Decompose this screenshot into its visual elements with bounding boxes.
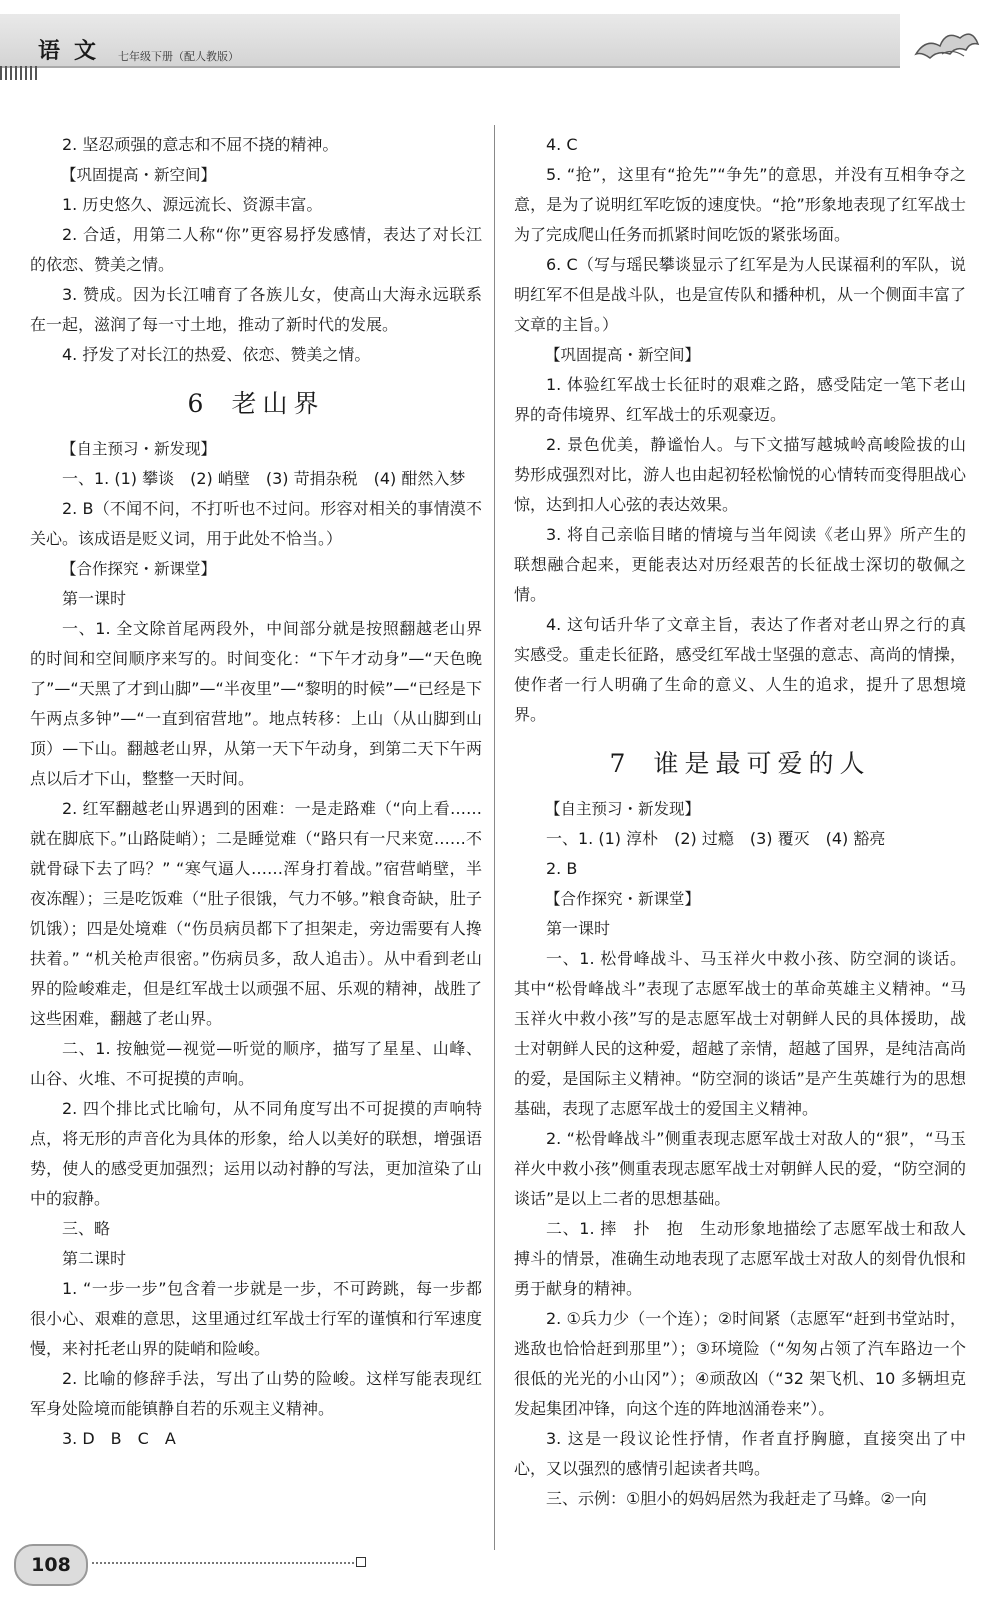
answer-text: 2. “松骨峰战斗”侧重表现志愿军战士对敌人的“狠”，“马玉祥火中救小孩”侧重表现志愿军战士对朝鲜人民的爱，“防空洞的谈话”是以上二者的思想基础。: [514, 1129, 966, 1208]
answer-text: 一、1. (1) 攀谈 (2) 峭壁 (3) 苛捐杂税 (4) 酣然入梦: [62, 469, 466, 488]
answer-text: 2. 四个排比式比喻句，从不同角度写出不可捉摸的声响特点，将无形的声音化为具体的形象，给人以美好的联想，增强语势，使人的感受更加强烈；运用以动衬静的写法，更加渲染了山中的寂静。: [30, 1099, 482, 1208]
lesson-6-heading: [30, 384, 482, 424]
lesson-period: 第一课时: [546, 919, 611, 938]
answer-text: 一、1. (1) 淳朴 (2) 过瘾 (3) 覆灭 (4) 豁亮: [546, 829, 886, 848]
answer-text: 2. B（不闻不问，不打听也不过问。形容对相关的事情漠不关心。该成语是贬义词，用于此处不恰当。）: [30, 499, 482, 548]
section-label: 【合作探究・新课堂】: [61, 560, 217, 578]
answer-text: 4. 抒发了对长江的热爱、依恋、赞美之情。: [62, 345, 371, 364]
answer-text: 2. 红军翻越老山界遇到的困难：一是走路难（“向上看……就在脚底下。”山路陡峭）；二是睡觉难（“路只有一尺来宽……不就骨碌下去了吗？” “寒气逼人……浑身打着战。”宿营峭壁，半夜冻醒）；三是吃饭难（“肚子很饿，气力不够。”粮食奇缺，肚子饥饿）；四是处境难（“伤员病员都下了担架走，旁边需要有人搀扶着。” “机关枪声很密。”伤病员多，敌人追击）。从中看到老山界的险峻难走，但是红军战士以顽强不屈、乐观的精神，战胜了这些困难，翻越了老山界。: [30, 799, 482, 1028]
answer-text: 1. 历史悠久、源远流长、资源丰富。: [62, 195, 323, 214]
answer-text: 1. “一步一步”包含着一步就是一步，不可跨跳，每一步都很小心、艰难的意思，这里通过红军战士行军的谨慎和行军速度慢，来衬托老山界的陡峭和险峻。: [30, 1279, 482, 1358]
section-label: 【巩固提高・新空间】: [545, 346, 701, 364]
section-label: 【合作探究・新课堂】: [545, 890, 701, 908]
answer-text: 二、1. 摔 扑 抱 生动形象地描绘了志愿军战士和敌人搏斗的情景，准确生动地表现了志愿军战士对敌人的刻骨仇恨和勇于献身的精神。: [514, 1219, 966, 1298]
answer-text: 二、1. 按触觉—视觉—听觉的顺序，描写了星星、山峰、山谷、火堆、不可捉摸的声响。: [30, 1039, 482, 1088]
lesson-number: 6: [187, 389, 210, 418]
answer-text: 3. 将自己亲临目睹的情境与当年阅读《老山界》所产生的联想融合起来，更能表达对历经艰苦的长征战士深切的敬佩之情。: [514, 525, 966, 604]
lesson-period: 第二课时: [62, 1249, 127, 1268]
lesson-title: 谁是最可爱的人: [653, 749, 871, 778]
answer-text: 三、示例：①胆小的妈妈居然为我赶走了马蜂。②一向: [546, 1489, 927, 1508]
answer-text: 一、1. 全文除首尾两段外，中间部分就是按照翻越老山界的时间和空间顺序来写的。时间变化：“下午才动身”—“天色晚了”—“天黑了才到山脚”—“半夜里”—“黎明的时候”—“已经是下午两点多钟”—“一直到宿营地”。地点转移：上山（从山脚到山顶）—下山。翻越老山界，从第一天下午动身，到第二天下午两点以后才下山，整整一天时间。: [30, 619, 482, 788]
answer-text: 6. C（写与瑶民攀谈显示了红军是为人民谋福利的军队，说明红军不但是战斗队，也是宣传队和播种机，从一个侧面丰富了文章的主旨。）: [514, 255, 966, 334]
lesson-title: 老山界: [231, 389, 325, 418]
answer-text: 2. 合适，用第二人称“你”更容易抒发感情，表达了对长江的依恋、赞美之情。: [30, 225, 482, 274]
answer-text: 4. 这句话升华了文章主旨，表达了作者对老山界之行的真实感受。重走长征路，感受红军战士坚强的意志、高尚的情操，使作者一行人明确了生命的意义、人生的追求，提升了思想境界。: [514, 615, 966, 724]
column-divider: [494, 125, 495, 1550]
lesson-7-heading: [514, 744, 966, 784]
answer-text: 4. C: [546, 135, 578, 154]
section-label: 【自主预习・新发现】: [545, 800, 701, 818]
answer-text: 2. ①兵力少（一个连）；②时间紧（志愿军“赶到书堂站时，逃敌也恰恰赶到那里”）；③环境险（“匆匆占领了汽车路边一个很低的光光的小山冈”）；④顽敌凶（“32 架飞机、10 多辆坦克发起集团冲锋，向这个连的阵地汹涌卷来”）。: [514, 1309, 966, 1418]
answer-text: 三、略: [62, 1219, 111, 1238]
subject-title: 语文: [38, 38, 111, 64]
right-column: [514, 130, 966, 1514]
answer-text: 2. 景色优美，静谧怡人。与下文描写越城岭高峻险拔的山势形成强烈对比，游人也由起初轻松愉悦的心情转而变得胆战心惊，达到扣人心弦的表达效果。: [514, 435, 966, 514]
answer-text: 3. 这是一段议论性抒情，作者直抒胸臆，直接突出了中心，又以强烈的感情引起读者共鸣。: [514, 1429, 966, 1478]
footer-dotted-line: [92, 1562, 354, 1564]
section-label: 【巩固提高・新空间】: [61, 166, 217, 184]
answer-text: 2. 坚忍顽强的意志和不屈不挠的精神。: [62, 135, 339, 154]
answer-text: 2. B: [546, 859, 578, 878]
answer-text: 2. 比喻的修辞手法，写出了山势的险峻。这样写能表现红军身处险境而能镇静自若的乐观主义精神。: [30, 1369, 482, 1418]
answer-text: 5. “抢”，这里有“抢先”“争先”的意思，并没有互相争夺之意，是为了说明红军吃饭的速度快。“抢”形象地表现了红军战士为了完成爬山任务而抓紧时间吃饭的紧张场面。: [514, 165, 966, 244]
cloud-ornament-icon: [912, 20, 982, 66]
lesson-period: 第一课时: [62, 589, 127, 608]
header-stripes: [0, 66, 40, 80]
lesson-number: 7: [609, 749, 632, 778]
page-number: 108: [14, 1544, 88, 1586]
footer-square-icon: [356, 1557, 366, 1567]
answer-text: 一、1. 松骨峰战斗、马玉祥火中救小孩、防空洞的谈话。其中“松骨峰战斗”表现了志愿军战士的革命英雄主义精神。“马玉祥火中救小孩”写的是志愿军战士对朝鲜人民的具体援助，战士对朝鲜人民的这种爱，超越了亲情，超越了国界，是纯洁高尚的爱，是国际主义精神。“防空洞的谈话”是产生英雄行为的思想基础，表现了志愿军战士的爱国主义精神。: [514, 949, 966, 1118]
answer-text: 1. 体验红军战士长征时的艰难之路，感受陆定一笔下老山界的奇伟境界、红军战士的乐观豪迈。: [514, 375, 966, 424]
answer-text: 3. 赞成。因为长江哺育了各族儿女，使高山大海永远联系在一起，滋润了每一寸土地，推动了新时代的发展。: [30, 285, 482, 334]
section-label: 【自主预习・新发现】: [61, 440, 217, 458]
book-subtitle: 七年级下册（配人教版）: [118, 50, 239, 63]
left-column: [30, 130, 482, 1454]
page-header: [0, 0, 996, 80]
answer-text: 3. D B C A: [62, 1429, 176, 1448]
